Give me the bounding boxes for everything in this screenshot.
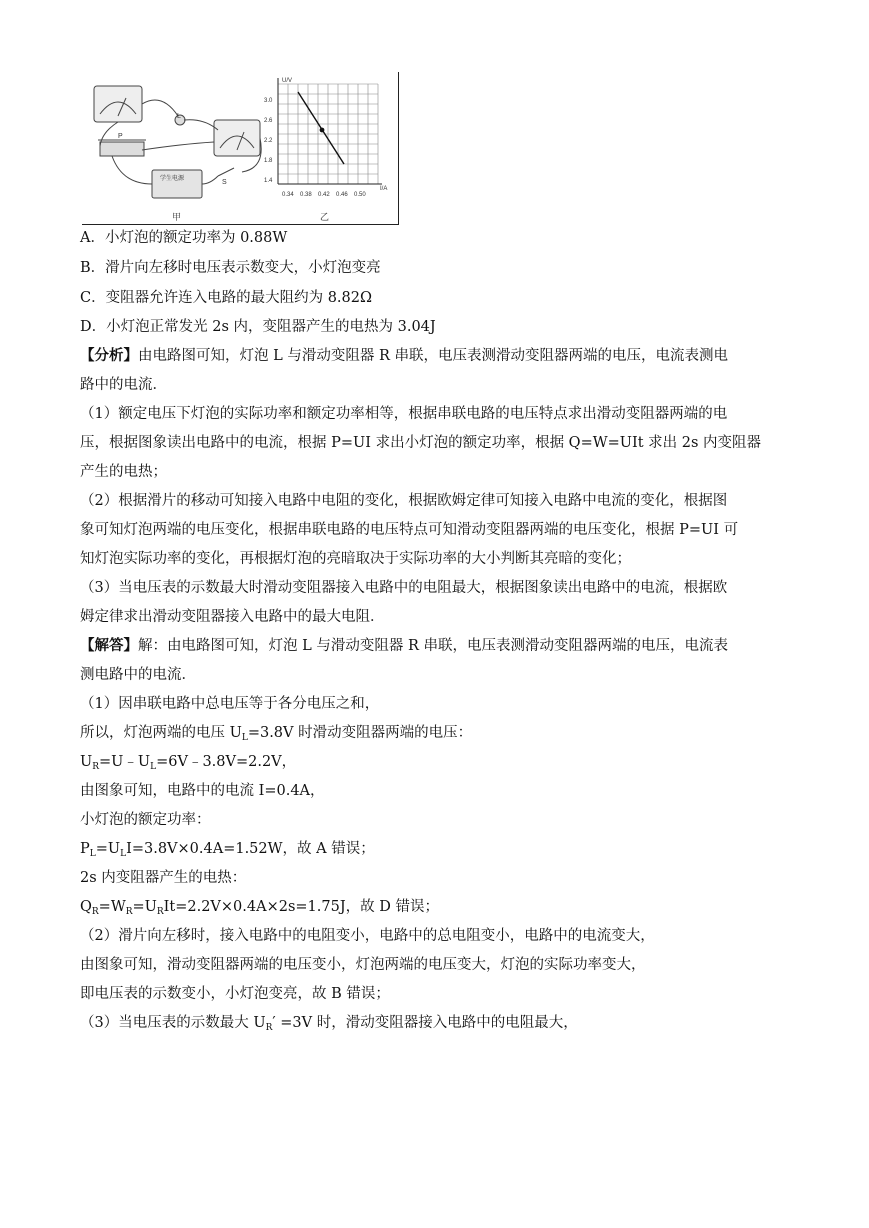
graph-xtick-label: 0.46 <box>336 192 348 198</box>
graph-ytick-label: 2.6 <box>264 118 273 124</box>
sub-l: L <box>150 762 157 772</box>
analysis-p2-c: 知灯泡实际功率的变化，再根据灯泡的亮暗取决于实际功率的大小判断其亮暗的变化； <box>80 551 631 567</box>
sub-l: L <box>120 849 127 859</box>
analysis-text-1: 由电路图可知，灯泡 L 与滑动变阻器 R 串联，电压表测滑动变阻器两端的电压，电流表测电 <box>138 348 728 364</box>
s12-text-b: ′ =3V 时，滑动变阻器接入电路中的电阻最大， <box>272 1015 578 1031</box>
graph-xtick-label: 0.38 <box>300 192 312 198</box>
label-supply: 学生电源 <box>160 175 185 182</box>
solution-s4: 由图象可知，电路中的电流 I=0.4A， <box>80 783 325 799</box>
voltmeter-icon <box>214 120 260 156</box>
solution-s9: （2）滑片向左移时，接入电路中的电阻变小，电路中的总电阻变小，电路中的电流变大， <box>80 928 655 944</box>
s8-text-c: =U <box>132 899 157 915</box>
s3-text-a: U <box>80 754 93 770</box>
graph-xlabel: I/A <box>380 186 388 192</box>
analysis-p2-a: （2）根据滑片的移动可知接入电路中电阻的变化，根据欧姆定律可知接入电路中电流的变化，根据图 <box>80 493 728 509</box>
solution-s1: （1）因串联电路中总电压等于各分电压之和， <box>80 696 380 712</box>
rheostat-icon <box>100 142 144 156</box>
s12-text-a: （3）当电压表的示数最大 U <box>80 1015 266 1031</box>
analysis-p3-b: 姆定律求出滑动变阻器接入电路中的最大电阻． <box>80 609 385 625</box>
graph-xtick-label: 0.42 <box>318 192 330 198</box>
analysis-p3-a: （3）当电压表的示数最大时滑动变阻器接入电路中的电阻最大，根据图象读出电路中的电流，根据欧 <box>80 580 728 596</box>
solution-s12 <box>80 1013 578 1038</box>
analysis-line-1 <box>80 346 728 366</box>
ui-graph <box>264 78 387 223</box>
sub-r: R <box>92 762 100 772</box>
figure-box <box>82 72 399 225</box>
analysis-p1-b: 压，根据图象读出电路中的电流，根据 P=UI 求出小灯泡的额定功率，根据 Q=W=UIt 求出 2s 内变阻器 <box>80 435 762 451</box>
solution-s10: 由图象可知，滑动变阻器两端的电压变小，灯泡两端的电压变大，灯泡的实际功率变大， <box>80 957 646 973</box>
sub-r: R <box>125 907 133 917</box>
graph-ytick-label: 1.8 <box>264 158 273 164</box>
option-d: D．小灯泡正常发光 2s 内，变阻器产生的电热为 3.04J <box>80 319 436 335</box>
solution-s3 <box>80 752 296 777</box>
graph-xtick-label: 0.34 <box>282 192 294 198</box>
solution-s8 <box>80 897 439 922</box>
graph-ytick-label: 2.2 <box>264 138 273 144</box>
label-L: L <box>177 113 181 120</box>
s8-text-d: It=2.2V×0.4A×2s=1.75J，故 D 错误； <box>163 899 439 915</box>
graph-point <box>320 128 325 133</box>
s6-text-c: I=3.8V×0.4A=1.52W，故 A 错误； <box>126 841 375 857</box>
label-S: S <box>222 179 227 186</box>
solution-text-1: 解：由电路图可知，灯泡 L 与滑动变阻器 R 串联，电压表测滑动变阻器两端的电压，电流表 <box>138 638 728 654</box>
sub-r: R <box>265 1023 273 1033</box>
analysis-p1-a: （1）额定电压下灯泡的实际功率和额定功率相等，根据串联电路的电压特点求出滑动变阻器两端的电 <box>80 406 728 422</box>
graph-ylabel: U/V <box>282 78 293 84</box>
s3-text-c: =6V﹣3.8V=2.2V， <box>156 754 297 770</box>
graph-ytick-label: 1.4 <box>264 178 273 184</box>
graph-xtick-label: 0.50 <box>354 192 366 198</box>
solution-line-2: 测电路中的电流． <box>80 667 196 683</box>
analysis-p1-c: 产生的电热； <box>80 464 167 480</box>
option-c: C．变阻器允许连入电路的最大阻约为 8.82Ω <box>80 290 373 306</box>
s8-text-b: =W <box>98 899 126 915</box>
solution-s6 <box>80 839 375 864</box>
solution-line-1 <box>80 636 728 656</box>
sub-r: R <box>91 907 99 917</box>
analysis-tag: 【分析】 <box>80 347 138 364</box>
s6-text-a: P <box>80 841 90 857</box>
s2-text-b: =3.8V 时滑动变阻器两端的电压： <box>247 725 473 741</box>
analysis-line-2: 路中的电流． <box>80 377 167 393</box>
solution-s5: 小灯泡的额定功率： <box>80 812 211 828</box>
caption-right: 乙 <box>320 213 330 223</box>
s2-text-a: 所以，灯泡两端的电压 U <box>80 725 242 741</box>
solution-s7: 2s 内变阻器产生的电热： <box>80 870 247 886</box>
option-b: B．滑片向左移时电压表示数变大，小灯泡变亮 <box>80 260 381 276</box>
label-P: P <box>118 133 123 140</box>
option-a: A．小灯泡的额定功率为 0.88W <box>80 230 288 246</box>
s3-text-b: =U﹣U <box>99 754 151 770</box>
analysis-p2-b: 象可知灯泡两端的电压变化，根据串联电路的电压特点可知滑动变阻器两端的电压变化，根据 P=UI 可 <box>80 522 739 538</box>
figure-illustration <box>82 72 398 224</box>
caption-left: 甲 <box>172 213 182 223</box>
ammeter-icon <box>94 86 142 122</box>
switch-icon <box>218 168 234 176</box>
solution-s2 <box>80 723 472 748</box>
graph-ytick-label: 3.0 <box>264 98 273 104</box>
s6-text-b: =U <box>95 841 121 857</box>
s8-text-a: Q <box>80 899 92 915</box>
solution-s11: 即电压表的示数变小，小灯泡变亮，故 B 错误； <box>80 986 390 1002</box>
sub-l: L <box>241 733 248 743</box>
sub-l: L <box>89 849 96 859</box>
solution-tag: 【解答】 <box>80 637 138 654</box>
sub-r: R <box>156 907 164 917</box>
